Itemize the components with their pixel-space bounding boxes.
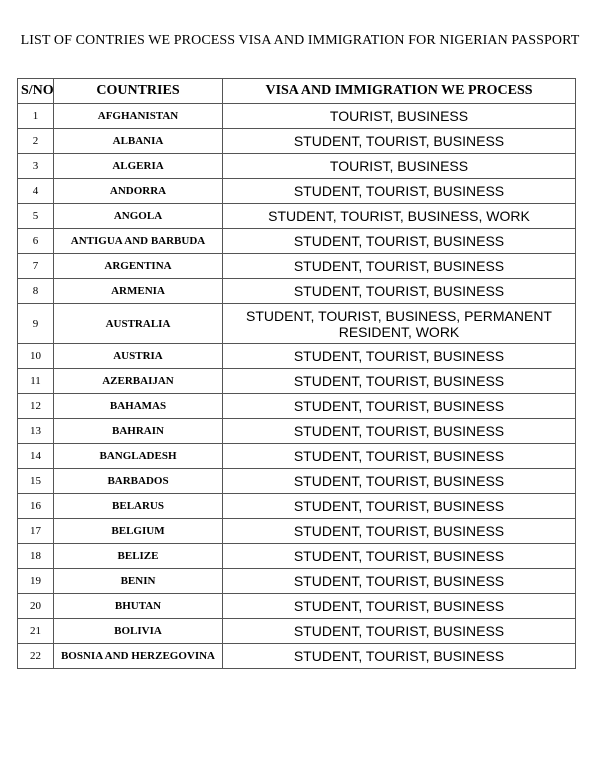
row-country: ANGOLA [54,204,223,229]
row-visa-types: STUDENT, TOURIST, BUSINESS, WORK [223,204,576,229]
row-visa-types: STUDENT, TOURIST, BUSINESS [223,344,576,369]
row-sn: 4 [18,179,54,204]
table-row [18,204,576,229]
row-visa-types: TOURIST, BUSINESS [223,104,576,129]
row-country: BAHRAIN [54,419,223,444]
row-country: BAHAMAS [54,394,223,419]
row-visa-types: STUDENT, TOURIST, BUSINESS [223,279,576,304]
table-row [18,304,576,344]
row-country: BELIZE [54,544,223,569]
row-country: BOLIVIA [54,619,223,644]
table-row [18,544,576,569]
row-visa-types: STUDENT, TOURIST, BUSINESS [223,644,576,669]
row-country: ANDORRA [54,179,223,204]
row-country: BENIN [54,569,223,594]
row-visa-types: STUDENT, TOURIST, BUSINESS [223,419,576,444]
row-country: BELARUS [54,494,223,519]
table-row [18,419,576,444]
row-country: AZERBAIJAN [54,369,223,394]
row-country: ARGENTINA [54,254,223,279]
row-sn: 5 [18,204,54,229]
row-country: ARMENIA [54,279,223,304]
table-row [18,369,576,394]
table-header-row [18,79,576,104]
row-visa-types: STUDENT, TOURIST, BUSINESS [223,619,576,644]
row-sn: 12 [18,394,54,419]
row-visa-types: STUDENT, TOURIST, BUSINESS [223,229,576,254]
visa-countries-table [17,78,576,669]
table-row [18,129,576,154]
row-sn: 2 [18,129,54,154]
row-sn: 13 [18,419,54,444]
row-sn: 10 [18,344,54,369]
row-visa-types: STUDENT, TOURIST, BUSINESS [223,129,576,154]
row-sn: 14 [18,444,54,469]
header-countries: COUNTRIES [54,79,223,104]
row-sn: 1 [18,104,54,129]
row-visa-types: STUDENT, TOURIST, BUSINESS [223,369,576,394]
table-row [18,154,576,179]
row-country: BOSNIA AND HERZEGOVINA [54,644,223,669]
header-sn: S/NO [18,79,54,104]
table-row [18,594,576,619]
row-country: BARBADOS [54,469,223,494]
row-sn: 9 [18,304,54,344]
row-visa-types: STUDENT, TOURIST, BUSINESS [223,569,576,594]
row-country: BELGIUM [54,519,223,544]
row-country: ANTIGUA AND BARBUDA [54,229,223,254]
table-row [18,254,576,279]
table-row [18,644,576,669]
table-row [18,279,576,304]
header-visa-process: VISA AND IMMIGRATION WE PROCESS [223,79,576,104]
table-row [18,229,576,254]
table-row [18,444,576,469]
row-sn: 20 [18,594,54,619]
row-sn: 8 [18,279,54,304]
row-country: AUSTRALIA [54,304,223,344]
table-row [18,344,576,369]
row-sn: 7 [18,254,54,279]
row-country: ALBANIA [54,129,223,154]
table-row [18,179,576,204]
row-country: AUSTRIA [54,344,223,369]
row-visa-types: STUDENT, TOURIST, BUSINESS [223,519,576,544]
row-visa-types: STUDENT, TOURIST, BUSINESS [223,594,576,619]
table-row [18,569,576,594]
row-visa-types: STUDENT, TOURIST, BUSINESS, PERMANENT RESIDENT, WORK [223,304,576,344]
row-country: BANGLADESH [54,444,223,469]
row-visa-types: STUDENT, TOURIST, BUSINESS [223,179,576,204]
row-sn: 18 [18,544,54,569]
row-visa-types: STUDENT, TOURIST, BUSINESS [223,544,576,569]
row-visa-types: STUDENT, TOURIST, BUSINESS [223,394,576,419]
row-sn: 17 [18,519,54,544]
table-row [18,519,576,544]
row-visa-types: STUDENT, TOURIST, BUSINESS [223,494,576,519]
row-sn: 15 [18,469,54,494]
row-country: ALGERIA [54,154,223,179]
row-country: BHUTAN [54,594,223,619]
page-title: LIST OF CONTRIES WE PROCESS VISA AND IMMIGRATION FOR NIGERIAN PASSPORT [20,33,580,48]
table-row [18,619,576,644]
row-visa-types: STUDENT, TOURIST, BUSINESS [223,254,576,279]
row-sn: 21 [18,619,54,644]
row-sn: 11 [18,369,54,394]
table-row [18,469,576,494]
row-sn: 16 [18,494,54,519]
row-visa-types: TOURIST, BUSINESS [223,154,576,179]
row-visa-types: STUDENT, TOURIST, BUSINESS [223,469,576,494]
row-sn: 22 [18,644,54,669]
table-row [18,104,576,129]
table-row [18,494,576,519]
row-sn: 19 [18,569,54,594]
row-sn: 6 [18,229,54,254]
row-visa-types: STUDENT, TOURIST, BUSINESS [223,444,576,469]
row-country: AFGHANISTAN [54,104,223,129]
row-sn: 3 [18,154,54,179]
table-row [18,394,576,419]
